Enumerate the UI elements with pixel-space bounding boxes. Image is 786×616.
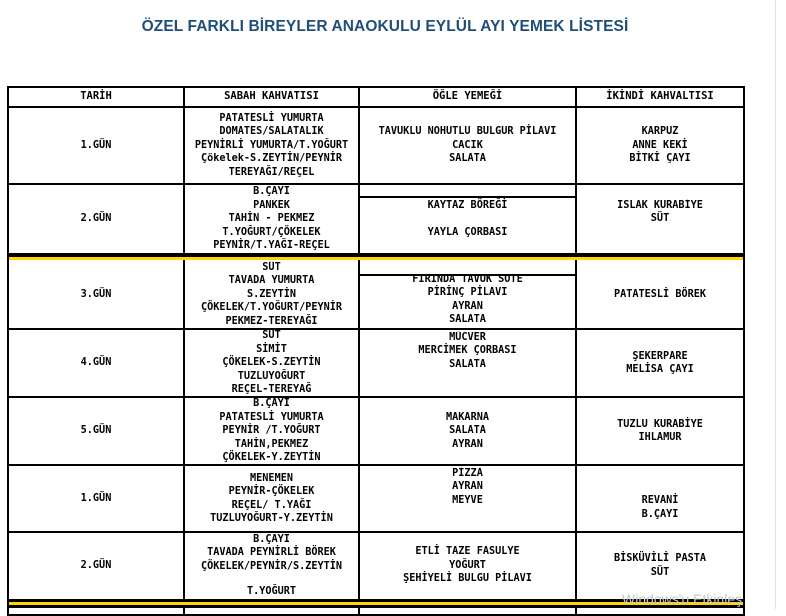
lunch-cell-line: AYRAN <box>452 481 483 493</box>
lunch-cell-line: SALATA <box>449 313 486 325</box>
breakfast-cell-line: PANKEK <box>253 199 290 211</box>
breakfast-cell-line: PEKMEZ-TEREYAĞI <box>225 315 318 327</box>
lunch-cell-line: SALATA <box>449 425 486 437</box>
page-title: ÖZEL FARKLI BİREYLER ANAOKULU EYLÜL AYI YEMEK LİSTESİ <box>141 18 629 35</box>
snack-cell-line: SÜT <box>650 566 670 578</box>
snack-cell-line: B.ÇAYI <box>641 508 679 520</box>
breakfast-cell-line: ÇÖKELEK-S.ZEYTİN <box>222 357 321 369</box>
breakfast-cell-line: S.ZEYTİN <box>246 288 297 300</box>
snack-cell-line: IHLAMUR <box>638 432 682 443</box>
lunch-cell-line: KAYTAZ BÖREĞİ <box>427 199 508 211</box>
lunch-cell-line: CACIK <box>452 139 483 151</box>
lunch-cell <box>360 467 575 531</box>
lunch-cell-line: FIRINDA TAVUK SOTE <box>412 273 523 285</box>
lunch-cell-line: MÜCVER <box>449 332 486 343</box>
breakfast-cell-line: T.YOĞURT <box>246 585 297 597</box>
lunch-cell <box>360 331 575 396</box>
breakfast-cell-line: TAHİN,PEKMEZ <box>234 438 309 450</box>
row-divider-accent <box>9 257 743 260</box>
lunch-cell-line: AYRAN <box>452 300 483 312</box>
breakfast-cell-line: TUZLUYOĞURT-Y.ZEYTİN <box>210 512 333 524</box>
breakfast-cell-line: Çökelek-S.ZEYTİN/PEYNİR <box>200 153 343 165</box>
lunch-cell <box>360 271 575 328</box>
breakfast-cell-line: TAVADA YUMURTA <box>228 275 315 287</box>
snack-cell-line: PATATESLİ BÖREK <box>613 288 706 300</box>
breakfast-cell-line: SİMİT <box>256 343 287 355</box>
lunch-cell-line: MAKARNA <box>446 411 489 423</box>
lunch-cell-line: YAYLA ÇORBASI <box>427 226 508 238</box>
lunch-cell-line: PİRİNÇ PİLAVI <box>427 287 508 299</box>
breakfast-cell-line: MENEMEN <box>250 472 293 484</box>
breakfast-cell-line: SÜT <box>262 330 281 342</box>
breakfast-cell <box>185 261 358 328</box>
day-cell: 5.GÜN <box>80 425 112 437</box>
snack-cell-line: ŞEKERPARE <box>632 350 688 362</box>
activation-watermark: Windows'u Etkinleş <box>622 591 743 607</box>
breakfast-cell-line: TUZLUYOĞURT <box>237 370 306 382</box>
lunch-cell-line: ETLİ TAZE FASULYE <box>415 546 520 558</box>
lunch-cell-line: MEYVE <box>452 494 483 506</box>
column-header: ÖĞLE YEMEĞİ <box>432 90 503 103</box>
breakfast-cell-line: TAVADA PEYNİRLİ BÖREK <box>207 547 336 559</box>
breakfast-cell-line: PEYNİR/T.YAĞI-REÇEL <box>213 240 330 252</box>
breakfast-cell-line: ÇÖKELEK/T.YOĞURT/PEYNİR <box>200 302 343 314</box>
page-edge <box>775 0 776 609</box>
day-cell: 3.GÜN <box>80 288 112 300</box>
breakfast-cell-line: ÇÖKELEK-Y.ZEYTİN <box>222 452 321 464</box>
column-header: TARİH <box>80 90 112 103</box>
column-header: İKİNDİ KAHVALTISI <box>606 90 714 103</box>
snack-cell <box>577 108 743 183</box>
breakfast-cell <box>185 108 358 183</box>
breakfast-cell <box>185 466 358 531</box>
breakfast-cell-line: PEYNİR /T.YOĞURT <box>222 425 321 437</box>
snack-cell-line: SÜT <box>650 213 670 225</box>
lunch-cell-line: AYRAN <box>452 438 483 450</box>
snack-cell-line: ANNE KEKİ <box>632 139 688 151</box>
lunch-cell <box>360 108 575 183</box>
breakfast-cell-line: TEREYAĞI/REÇEL <box>228 166 315 178</box>
day-cell: 1.GÜN <box>80 492 112 504</box>
column-header: SABAH KAHVATISI <box>224 90 319 103</box>
breakfast-cell-line: SÜT <box>262 261 281 273</box>
lunch-cell-line: PİZZA <box>452 468 483 479</box>
menu-table <box>7 86 745 616</box>
snack-cell-line: MELİSA ÇAYI <box>626 364 694 375</box>
breakfast-cell-line: B.ÇAYI <box>253 186 290 198</box>
breakfast-cell <box>185 330 358 396</box>
snack-cell <box>577 484 743 531</box>
breakfast-cell <box>185 533 358 598</box>
day-cell: 1.GÜN <box>80 139 112 151</box>
snack-cell-line: KARPUZ <box>641 126 679 138</box>
lunch-cell <box>360 197 575 241</box>
day-cell: 2.GÜN <box>80 559 112 571</box>
lunch-cell <box>360 398 575 464</box>
day-cell: 2.GÜN <box>80 213 112 225</box>
breakfast-cell-line: PEYNİR-ÇÖKELEK <box>228 486 315 498</box>
breakfast-cell-line: REÇEL/ T.YAĞI <box>231 499 312 511</box>
breakfast-cell-line: REÇEL-TEREYAĞ <box>231 384 312 396</box>
snack-cell-line: ISLAK KURABİYE <box>617 200 703 211</box>
breakfast-cell-line: DOMATES/SALATALIK <box>219 126 324 138</box>
breakfast-cell-line: PATATESLİ YUMURTA <box>219 112 324 124</box>
lunch-cell-line: SALATA <box>449 358 486 370</box>
breakfast-cell-line: PEYNİRLİ YUMURTA/T.YOĞURT <box>194 139 349 151</box>
lunch-cell-line: SALATA <box>449 153 486 165</box>
snack-cell-line: BİSKÜVİLİ PASTA <box>613 553 706 565</box>
snack-cell-line: BİTKİ ÇAYI <box>629 153 691 165</box>
day-cell: 4.GÜN <box>80 357 112 369</box>
breakfast-cell-line: TAHİN - PEKMEZ <box>228 213 315 225</box>
breakfast-cell-line: T.YOĞURT/ÇÖKELEK <box>222 226 321 238</box>
snack-cell <box>577 398 743 464</box>
breakfast-cell <box>185 185 358 253</box>
snack-cell <box>577 330 743 396</box>
snack-cell-line: REVANİ <box>641 495 679 507</box>
lunch-cell-line: ŞEHİYELİ BULGU PİLAVI <box>403 573 532 585</box>
lunch-cell-line: MERCİMEK ÇORBASI <box>418 345 517 357</box>
breakfast-cell-line: B.ÇAYI <box>253 398 290 410</box>
lunch-cell <box>360 533 575 598</box>
snack-cell <box>577 533 743 598</box>
breakfast-cell-line: PATATESLİ YUMURTA <box>219 411 324 423</box>
breakfast-cell-line: ÇÖKELEK/PEYNİR/S.ZEYTİN <box>200 560 343 572</box>
snack-cell <box>577 261 743 328</box>
lunch-cell-line: TAVUKLU NOHUTLU BULGUR PİLAVI <box>378 126 557 138</box>
lunch-cell-line: YOĞURT <box>449 559 486 571</box>
row-divider <box>9 253 743 256</box>
snack-cell <box>577 199 743 253</box>
breakfast-cell <box>185 398 358 464</box>
breakfast-cell-line: B.ÇAYI <box>253 534 290 545</box>
snack-cell-line: TUZLU KURABİYE <box>617 418 703 430</box>
